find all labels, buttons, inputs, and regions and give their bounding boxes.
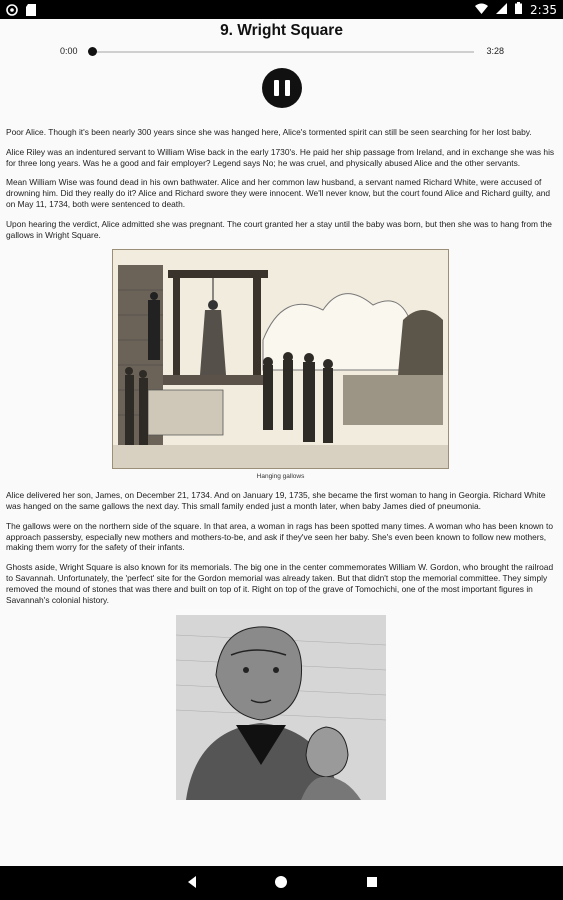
home-icon[interactable] xyxy=(274,875,288,894)
pause-button[interactable] xyxy=(262,68,302,108)
back-icon[interactable] xyxy=(186,875,198,894)
signal-icon xyxy=(496,3,507,17)
paragraph: The gallows were on the northern side of the square. In that area, a woman in rags has been spotted many times. A woman who has been known to approach passersby, especially new mothers and mothers-to-be, and ask if they've seen her baby. She's even been known to follow new mothers, making them worry for the safety of their infants. xyxy=(6,520,554,553)
clock: 2:35 xyxy=(530,2,557,17)
navigation-bar xyxy=(0,866,563,900)
status-bar xyxy=(0,0,563,19)
tomochichi-portrait xyxy=(176,615,386,800)
settings-icon xyxy=(6,3,18,21)
seek-bar[interactable] xyxy=(92,51,474,53)
paragraph: Upon hearing the verdict, Alice admitted she was pregnant. The court granted her a stay until the baby was born, but then she was to hang from the gallows in Wright Square. xyxy=(6,218,552,240)
paragraph: Ghosts aside, Wright Square is also known for its memorials. The big one in the center commemorates William W. Gordon, who brought the railroad to Savannah. Unfortunately, the 'perfect' site for the Gordon memorial was already taken. But that didn't stop the memorial committee. They simply removed the mound of stones that was there and built on top of it. Right on top of the grave of Tomochichi, one of the most important figures in Savannah's colonial history. xyxy=(6,562,554,605)
gallows-illustration xyxy=(112,249,449,469)
current-time: 0:00 xyxy=(60,46,78,56)
wifi-icon xyxy=(475,3,488,17)
sd-card-icon xyxy=(26,3,36,21)
page-title: 9. Wright Square xyxy=(220,22,343,39)
battery-icon xyxy=(515,2,522,17)
pause-icon-bar xyxy=(274,80,279,96)
audio-player xyxy=(60,44,504,60)
article-content xyxy=(6,127,555,800)
image-caption: Hanging gallows xyxy=(256,473,305,481)
paragraph: Mean William Wise was found dead in his own bathwater. Alice and her common law husband, a servant named Richard White, were accused of drowning him. Did they really do it? Alice and Richard swore they were innocent. We'll never know, but the court found Alice and Richard guilty, and on May 11, 1734, both were sentenced to death. xyxy=(6,177,551,209)
recents-icon[interactable] xyxy=(366,875,378,894)
total-time: 3:28 xyxy=(486,46,504,56)
paragraph: Alice Riley was an indentured servant to William Wise back in the early 1730's. He paid her ship passage from Ireland, and in exchange she was his for three long years. Was he a good and fair employer? Legend says No; he was cruel, and physically abused Alice and the other servants. xyxy=(6,146,555,168)
seek-thumb[interactable] xyxy=(88,47,97,56)
pause-icon-bar xyxy=(285,80,290,96)
paragraph: Alice delivered her son, James, on December 21, 1734. And on January 19, 1735, she became the first woman to hang in Georgia. Richard White was hanged on the same gallows the next day. This small family ended just a month later, when baby James died of pneumonia. xyxy=(6,490,546,511)
paragraph: Poor Alice. Though it's been nearly 300 years since she was hanged here, Alice's tormented spirit can still be seen searching for her lost baby. xyxy=(6,127,532,137)
